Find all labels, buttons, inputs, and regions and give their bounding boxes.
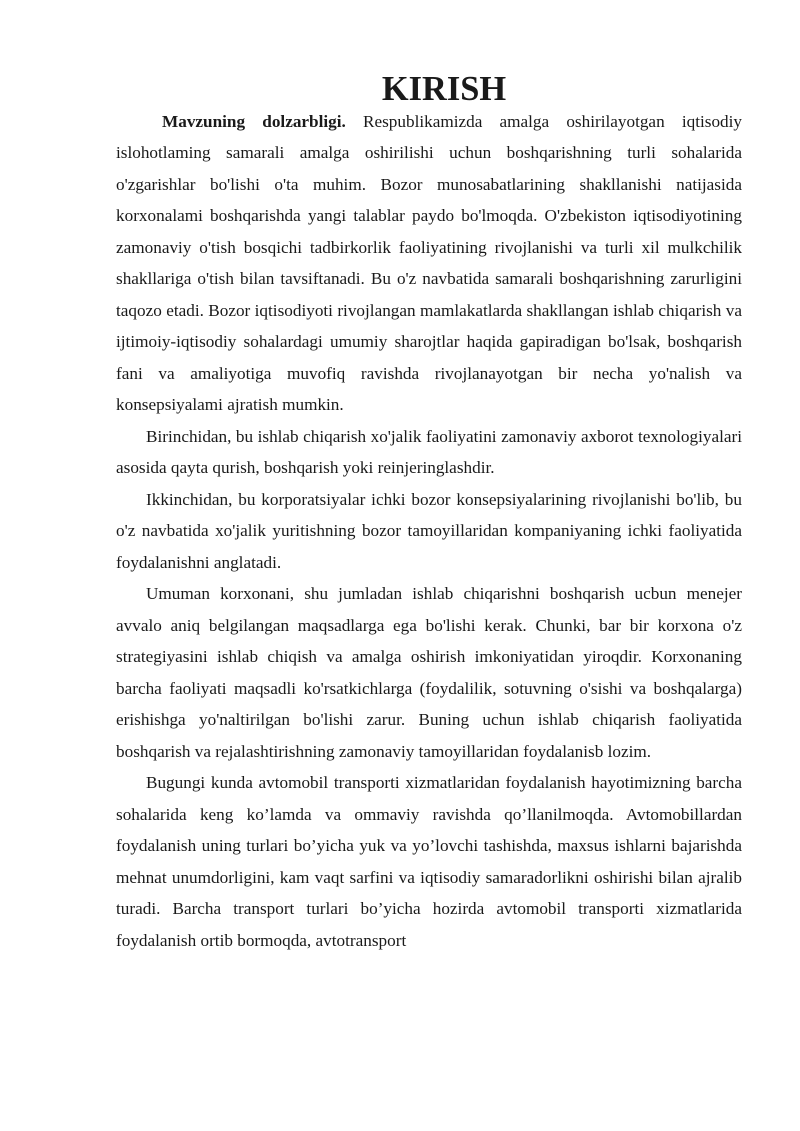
paragraph-relevance — [116, 106, 742, 421]
lead-heading: Mavzuning dolzarbligi. — [162, 111, 346, 131]
page-title: KIRISH — [381, 70, 507, 108]
paragraph-transport: Bugungi kunda avtomobil transporti xizmatlaridan foydalanish hayotimizning barcha sohalarida keng ko’lamda va ommaviy ravishda qo’llanilmoqda. Avtomobillardan foydalanish uning turlari bo’yicha yuk va yo’lovchi tashishda, maxsus ishlarni bajarishda mehnat unumdorligini, kam vaqt sarfini va iqtisodiy samaradorlikni oshirishi bilan ajralib turadi. Barcha transport turlari bo’yicha hozirda avtomobil transporti xizmatlarida foydalanish ortib bormoqda, avtotransport — [116, 773, 742, 950]
paragraph-management: Umuman korxonani, shu jumladan ishlab chiqarishni boshqarish ucbun menejer avvalo aniq belgilangan maqsadlarga ega bo'lishi kerak. Chunki, bar bir korxona o'z strategiyasini ishlab chiqish va amalga oshirish imkoniyatidan yiroqdir. Korxonaning barcha faoliyati maqsadli ko'rsatkichlarga (foydalilik, sotuvning o'sishi va boshqalarga) erishishga yo'naltirilgan bo'lishi zarur. Buning uchun ishlab chiqarish faoliyatida boshqarish va rejalashtirishning zamonaviy tamoyillaridan foydalanisb lozim. — [116, 584, 742, 761]
document-page — [116, 70, 743, 956]
paragraph-relevance-text: Respublikamizda amalga oshirilayotgan iqtisodiy islohotlaming samarali amalga oshirilishi uchun boshqarishning turli sohalarida o'zgarishlar bo'lishi o'ta muhim. Bozor munosabatlarining shakllanishi natijasida korxonalami boshqarishda yangi talablar paydo bo'lmoqda. O'zbekiston iqtisodiyotining zamonaviy o'tish bosqichi tadbirkorlik faoliyatining rivojlanishi va turli xil mulkchilik shakllariga o'tish bilan tavsiftanadi. Bu o'z navbatida samarali boshqarishning zarurligini taqozo etadi. Bozor iqtisodiyoti rivojlangan mamlakatlarda shakllangan ishlab chiqarish va ijtimoiy-iqtisodiy sohalardagi umumiy sharojtlar haqida gapiradigan bo'lsak, boshqarish fani va amaliyotiga muvofiq ravishda rivojlanayotgan bir necha yo'nalish va konsepsiyalami ajratish mumkin. — [116, 111, 743, 414]
paragraph-secondly: Ikkinchidan, bu korporatsiyalar ichki bozor konsepsiyalarining rivojlanishi bo'lib, bu o'z navbatida xo'jalik yuritishning bozor tamoyillaridan kompaniyaning ichki faoliyatida foydalanishni anglatadi. — [116, 489, 742, 572]
paragraph-firstly: Birinchidan, bu ishlab chiqarish xo'jalik faoliyatini zamonaviy axborot texnologiyalari asosida qayta qurish, boshqarish yoki reinjeringlashdir. — [116, 426, 742, 477]
